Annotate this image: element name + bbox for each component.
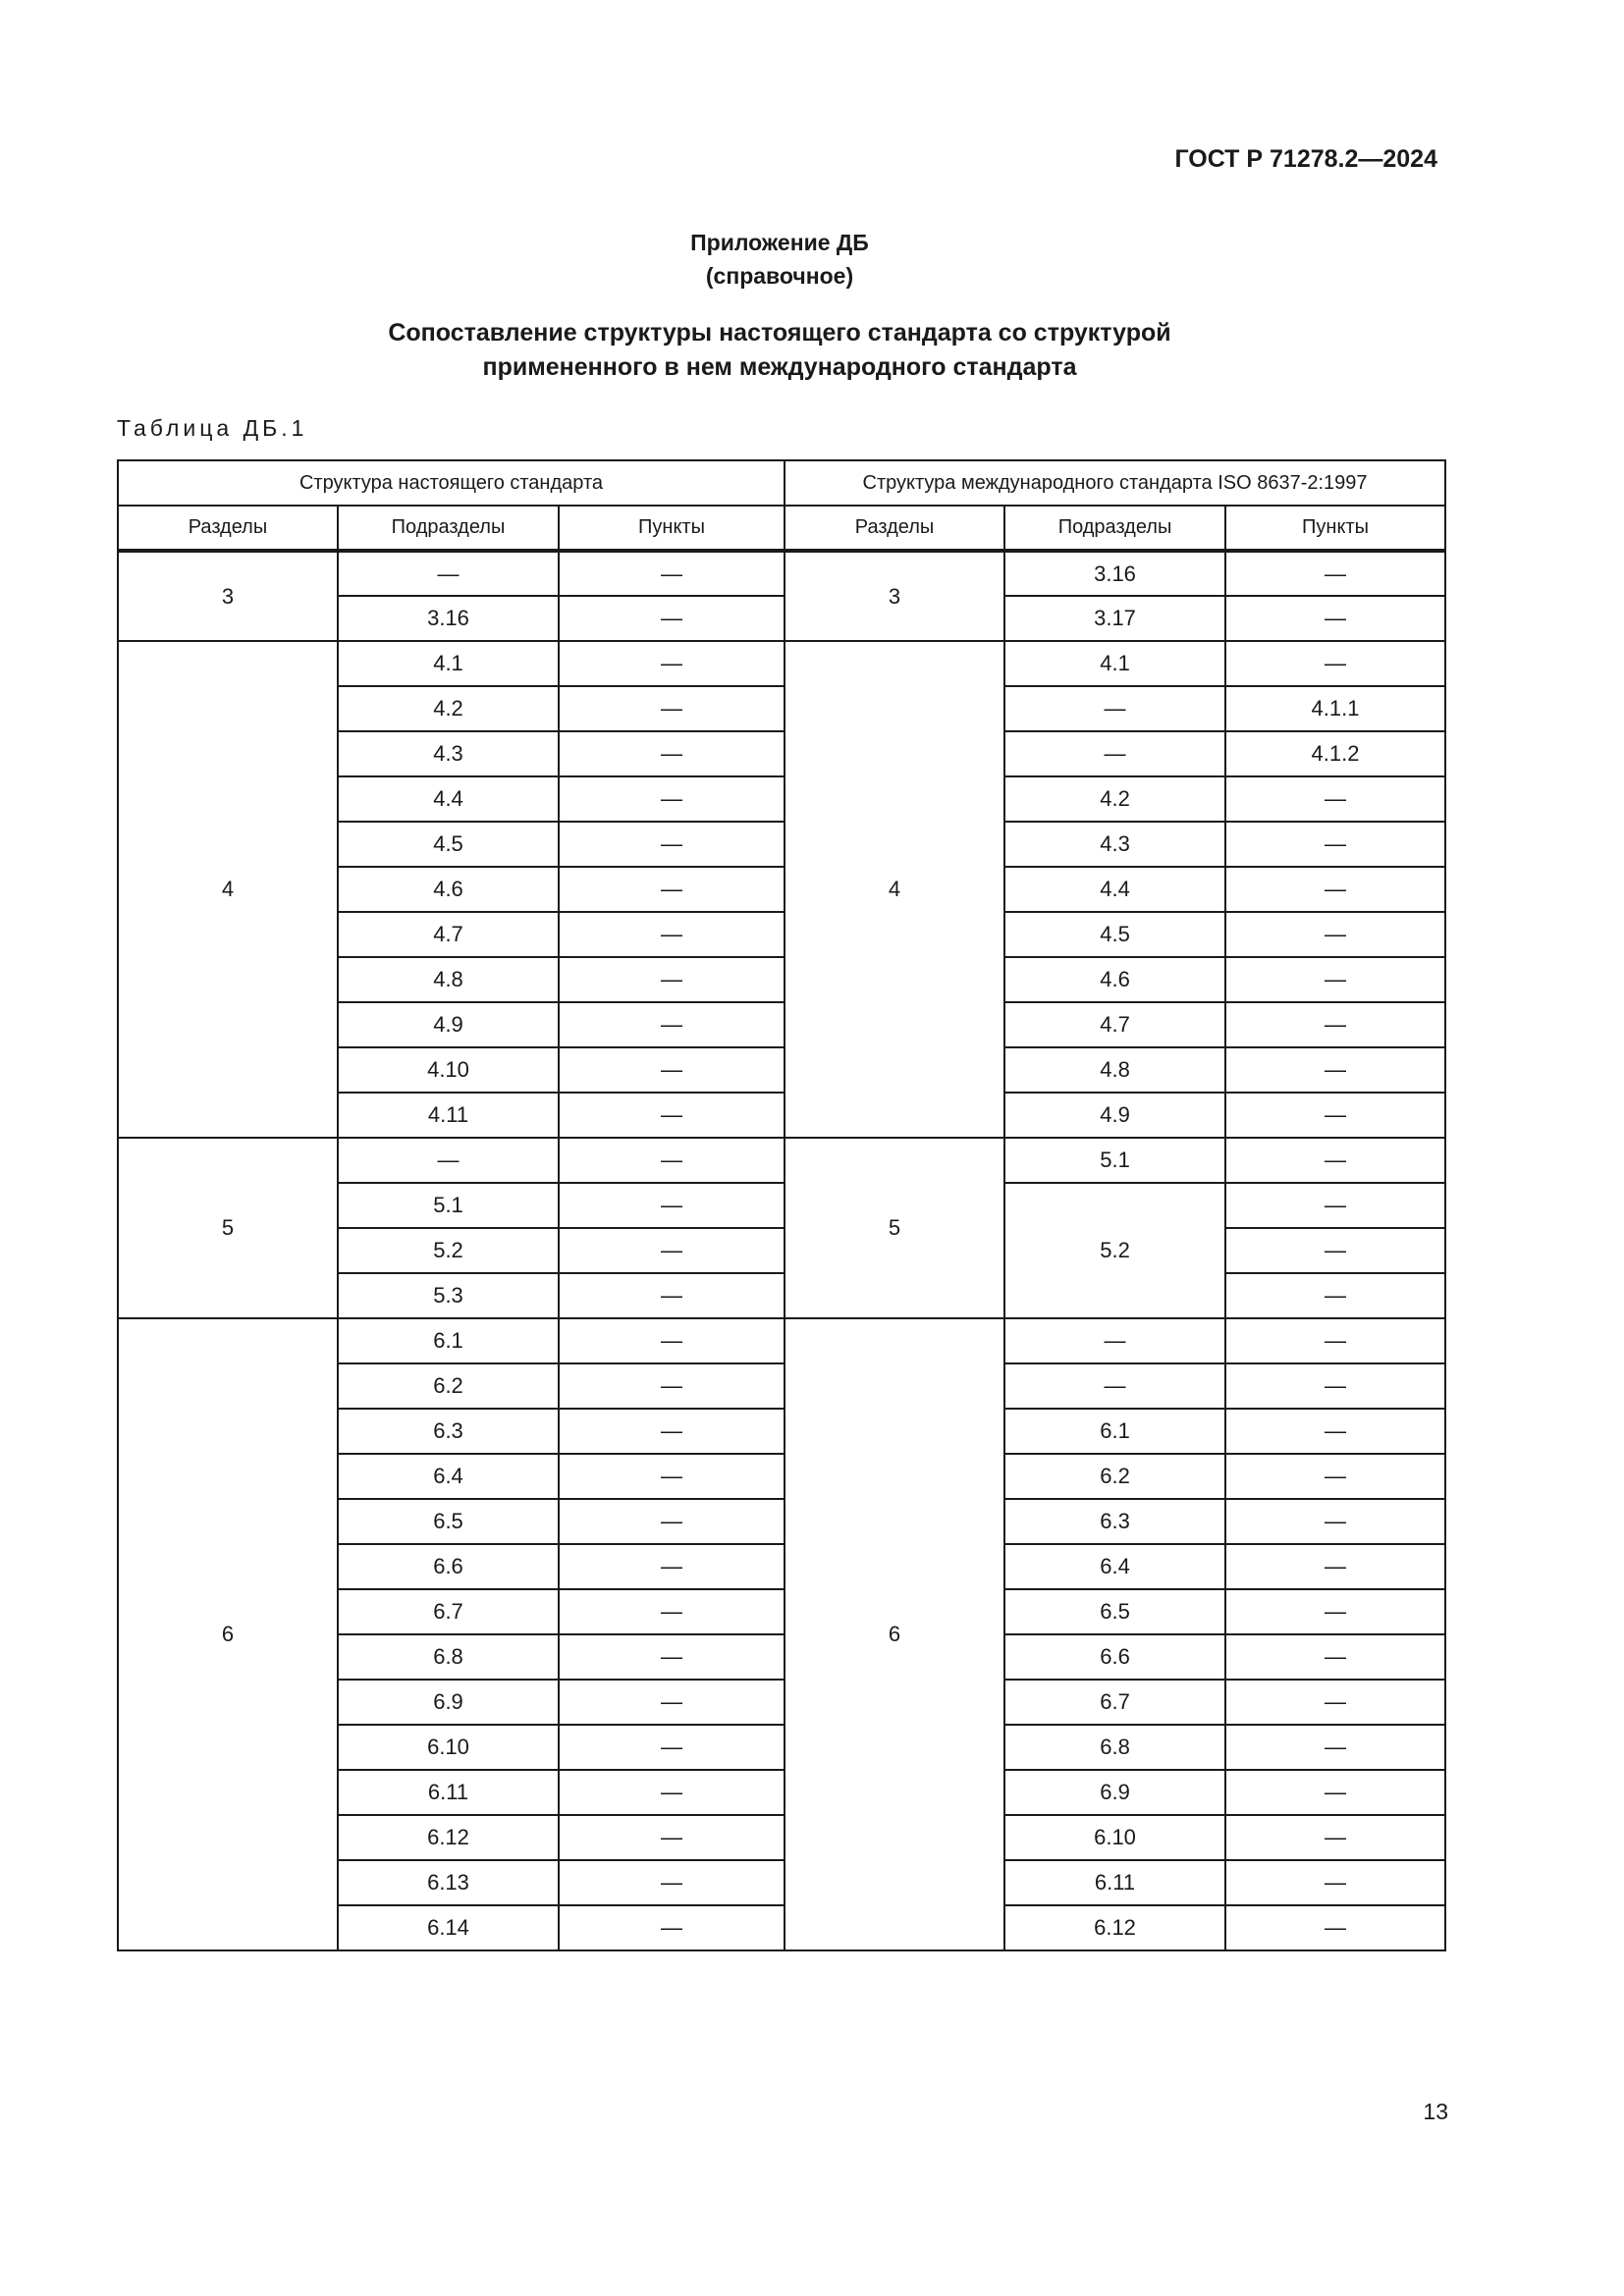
section-cell-national: 4 [118, 641, 338, 1138]
section-cell-national: 3 [118, 551, 338, 641]
table-row [118, 641, 1445, 686]
item-cell-national: — [559, 1093, 785, 1138]
item-cell-international: — [1225, 867, 1445, 912]
subsection-cell-international: 3.16 [1004, 551, 1225, 596]
subsection-cell-international: 4.2 [1004, 776, 1225, 822]
item-cell-international: — [1225, 1499, 1445, 1544]
subsection-cell-international: 4.6 [1004, 957, 1225, 1002]
item-cell-international: — [1225, 596, 1445, 641]
table-label: Таблица ДБ.1 [117, 415, 308, 441]
section-cell-national: 6 [118, 1318, 338, 1950]
item-cell-national: — [559, 912, 785, 957]
item-cell-national: — [559, 822, 785, 867]
subsection-cell-international: 4.7 [1004, 1002, 1225, 1047]
item-cell-national: — [559, 1002, 785, 1047]
subsection-cell-international: — [1004, 731, 1225, 776]
subsection-cell-international: 6.10 [1004, 1815, 1225, 1860]
item-cell-international: — [1225, 1634, 1445, 1680]
item-cell-international: — [1225, 957, 1445, 1002]
subsection-cell-international: 3.17 [1004, 596, 1225, 641]
subsection-cell-international: 4.8 [1004, 1047, 1225, 1093]
section-cell-international: 6 [785, 1318, 1004, 1950]
subsection-cell-national: 6.14 [338, 1905, 559, 1950]
structure-comparison-table [117, 459, 1446, 1951]
table-row [118, 551, 1445, 596]
subsection-cell-national: — [338, 551, 559, 596]
item-cell-national: — [559, 1589, 785, 1634]
item-cell-national: — [559, 1770, 785, 1815]
item-cell-national: — [559, 1499, 785, 1544]
item-cell-national: — [559, 1905, 785, 1950]
item-cell-national: — [559, 1409, 785, 1454]
group-header-national: Структура настоящего стандарта [118, 460, 785, 506]
subsection-cell-international: — [1004, 686, 1225, 731]
item-cell-national: — [559, 1138, 785, 1183]
subsection-cell-international: 6.12 [1004, 1905, 1225, 1950]
section-cell-international: 5 [785, 1138, 1004, 1318]
subsection-cell-national: 6.8 [338, 1634, 559, 1680]
item-cell-international: — [1225, 1860, 1445, 1905]
appendix-title: Приложение ДБ [690, 230, 869, 255]
section-cell-international: 4 [785, 641, 1004, 1138]
document-code: ГОСТ Р 71278.2—2024 [1174, 145, 1437, 173]
appendix-heading [0, 226, 1559, 293]
subsection-cell-national: 4.5 [338, 822, 559, 867]
col-header-subsections: Подразделы [1004, 506, 1225, 551]
subsection-cell-national: 6.4 [338, 1454, 559, 1499]
subsection-cell-national: 6.13 [338, 1860, 559, 1905]
subsection-cell-international: 4.4 [1004, 867, 1225, 912]
item-cell-national: — [559, 596, 785, 641]
subsection-cell-international: 6.2 [1004, 1454, 1225, 1499]
subsection-cell-national: 4.8 [338, 957, 559, 1002]
item-cell-international: — [1225, 1363, 1445, 1409]
appendix-kind: (справочное) [705, 263, 854, 289]
item-cell-international: — [1225, 1544, 1445, 1589]
item-cell-national: — [559, 867, 785, 912]
page-title [0, 316, 1559, 385]
subsection-cell-international: — [1004, 1318, 1225, 1363]
subsection-cell-international: 5.1 [1004, 1138, 1225, 1183]
col-header-sections: Разделы [118, 506, 338, 551]
subsection-cell-national: 6.3 [338, 1409, 559, 1454]
subsection-cell-international: 6.7 [1004, 1680, 1225, 1725]
item-cell-international: — [1225, 641, 1445, 686]
subsection-cell-national: 4.2 [338, 686, 559, 731]
col-header-items: Пункты [559, 506, 785, 551]
item-cell-international: — [1225, 1047, 1445, 1093]
subsection-cell-national: 6.12 [338, 1815, 559, 1860]
item-cell-national: — [559, 1815, 785, 1860]
col-header-subsections: Подразделы [338, 506, 559, 551]
item-cell-international: — [1225, 1228, 1445, 1273]
item-cell-international: — [1225, 1273, 1445, 1318]
group-header-international: Структура международного стандарта ISO 8637-2:1997 [785, 460, 1445, 506]
subsection-cell-international: 6.5 [1004, 1589, 1225, 1634]
subsection-cell-national: — [338, 1138, 559, 1183]
item-cell-international: — [1225, 822, 1445, 867]
subsection-cell-national: 4.6 [338, 867, 559, 912]
item-cell-international: — [1225, 1002, 1445, 1047]
item-cell-international: 4.1.1 [1225, 686, 1445, 731]
item-cell-national: — [559, 1725, 785, 1770]
title-line-2: примененного в нем международного стандарта [482, 353, 1077, 381]
subsection-cell-international: 6.11 [1004, 1860, 1225, 1905]
col-header-sections: Разделы [785, 506, 1004, 551]
item-cell-national: — [559, 957, 785, 1002]
subsection-cell-national: 4.11 [338, 1093, 559, 1138]
item-cell-national: — [559, 1454, 785, 1499]
item-cell-international: — [1225, 1725, 1445, 1770]
subsection-cell-international: 6.6 [1004, 1634, 1225, 1680]
subsection-cell-international: 6.3 [1004, 1499, 1225, 1544]
subsection-cell-international: 4.3 [1004, 822, 1225, 867]
subsection-cell-international: 4.1 [1004, 641, 1225, 686]
item-cell-national: — [559, 1047, 785, 1093]
item-cell-international: — [1225, 551, 1445, 596]
subsection-cell-national: 4.3 [338, 731, 559, 776]
item-cell-national: — [559, 1860, 785, 1905]
col-header-items: Пункты [1225, 506, 1445, 551]
item-cell-international: — [1225, 1183, 1445, 1228]
item-cell-international: — [1225, 776, 1445, 822]
subsection-cell-national: 6.6 [338, 1544, 559, 1589]
page-number: 13 [1423, 2099, 1448, 2124]
subsection-cell-international: 6.9 [1004, 1770, 1225, 1815]
subsection-cell-international: 6.4 [1004, 1544, 1225, 1589]
item-cell-national: — [559, 1680, 785, 1725]
item-cell-international: — [1225, 1138, 1445, 1183]
subsection-cell-international: — [1004, 1363, 1225, 1409]
subsection-cell-national: 4.9 [338, 1002, 559, 1047]
subsection-cell-national: 6.10 [338, 1725, 559, 1770]
item-cell-international: — [1225, 912, 1445, 957]
item-cell-international: — [1225, 1589, 1445, 1634]
item-cell-international: — [1225, 1409, 1445, 1454]
subsection-cell-national: 6.2 [338, 1363, 559, 1409]
table-row [118, 1318, 1445, 1363]
item-cell-national: — [559, 1318, 785, 1363]
item-cell-national: — [559, 731, 785, 776]
item-cell-national: — [559, 1634, 785, 1680]
subsection-cell-national: 4.4 [338, 776, 559, 822]
table-row [118, 1138, 1445, 1183]
item-cell-international: — [1225, 1680, 1445, 1725]
item-cell-national: — [559, 551, 785, 596]
item-cell-national: — [559, 1228, 785, 1273]
item-cell-international: — [1225, 1093, 1445, 1138]
section-cell-international: 3 [785, 551, 1004, 641]
item-cell-national: — [559, 641, 785, 686]
subsection-cell-national: 4.7 [338, 912, 559, 957]
subsection-cell-international: 5.2 [1004, 1183, 1225, 1318]
subsection-cell-international: 4.5 [1004, 912, 1225, 957]
subsection-cell-national: 6.11 [338, 1770, 559, 1815]
subsection-cell-national: 5.1 [338, 1183, 559, 1228]
subsection-cell-national: 6.7 [338, 1589, 559, 1634]
subsection-cell-national: 6.5 [338, 1499, 559, 1544]
item-cell-international: — [1225, 1905, 1445, 1950]
subsection-cell-international: 6.8 [1004, 1725, 1225, 1770]
subsection-cell-national: 6.9 [338, 1680, 559, 1725]
subsection-cell-national: 3.16 [338, 596, 559, 641]
subsection-cell-national: 4.10 [338, 1047, 559, 1093]
item-cell-international: 4.1.2 [1225, 731, 1445, 776]
subsection-cell-national: 6.1 [338, 1318, 559, 1363]
item-cell-international: — [1225, 1318, 1445, 1363]
subsection-cell-national: 4.1 [338, 641, 559, 686]
item-cell-international: — [1225, 1454, 1445, 1499]
title-line-1: Сопоставление структуры настоящего стандарта со структурой [388, 319, 1171, 347]
item-cell-international: — [1225, 1815, 1445, 1860]
item-cell-national: — [559, 1183, 785, 1228]
item-cell-national: — [559, 1273, 785, 1318]
section-cell-national: 5 [118, 1138, 338, 1318]
subsection-cell-international: 6.1 [1004, 1409, 1225, 1454]
subsection-cell-national: 5.3 [338, 1273, 559, 1318]
item-cell-national: — [559, 1363, 785, 1409]
item-cell-national: — [559, 686, 785, 731]
item-cell-national: — [559, 776, 785, 822]
item-cell-international: — [1225, 1770, 1445, 1815]
item-cell-national: — [559, 1544, 785, 1589]
subsection-cell-international: 4.9 [1004, 1093, 1225, 1138]
subsection-cell-national: 5.2 [338, 1228, 559, 1273]
